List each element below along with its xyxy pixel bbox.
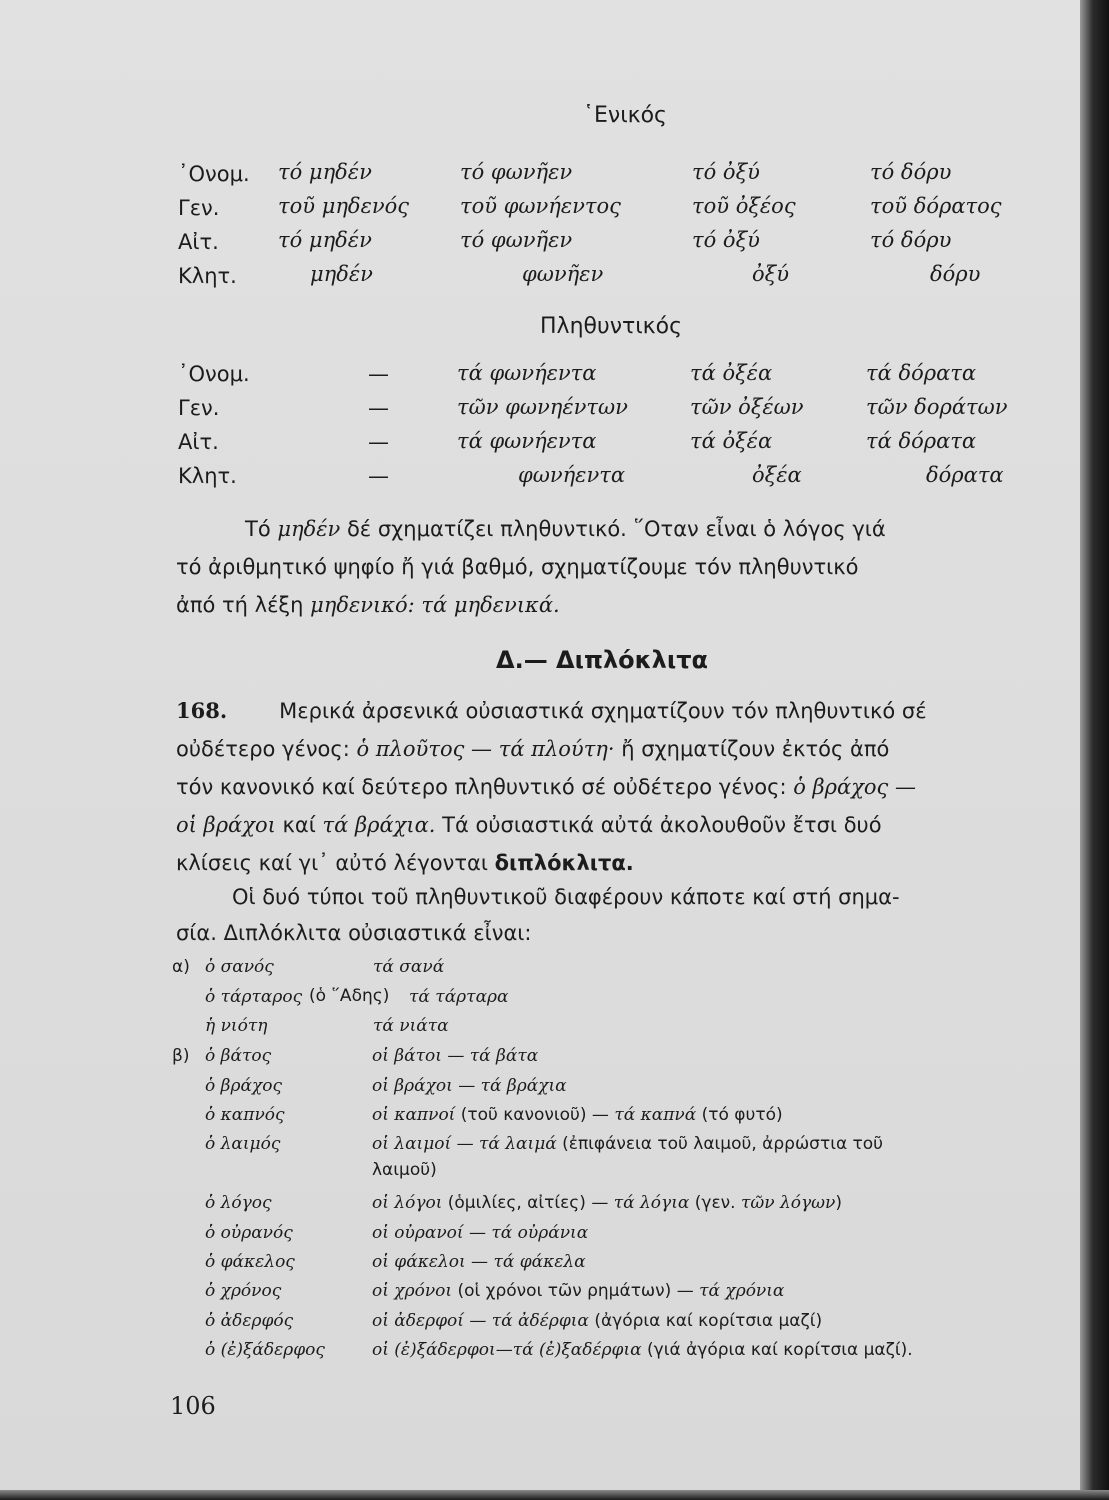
list-item-singular: ὁ λαιμός xyxy=(205,1134,281,1154)
plural-heading: Πληθυντικός xyxy=(540,314,683,339)
list-item-plural: οἱ βράχοι — τά βράχια xyxy=(372,1076,567,1096)
list-item-plural: οἱ οὐρανοί — τά οὐράνια xyxy=(372,1223,589,1243)
table-cell: τῶν φωνηέντων xyxy=(457,395,628,419)
list-item-plural: τά τάρταρα xyxy=(409,987,509,1007)
table-cell: — xyxy=(368,362,389,386)
list-label: β) xyxy=(172,1046,190,1066)
table-cell: τά ὀξέα xyxy=(690,429,773,453)
list-item-plural: οἱ λόγοι (ὁμιλίες, αἰτίες) — τά λόγια (γεν. τῶν λόγων) xyxy=(372,1193,842,1213)
case-label: ᾿Ονομ. xyxy=(178,362,250,386)
case-label: Γεν. xyxy=(178,196,220,220)
list-item-singular: ὁ (ἐ)ξάδερφος xyxy=(205,1340,325,1360)
table-cell: τά δόρατα xyxy=(866,429,977,453)
table-cell: τοῦ μηδενός xyxy=(278,194,410,218)
list-item-singular: ὁ λόγος xyxy=(205,1193,272,1213)
table-cell: τό δόρυ xyxy=(870,160,952,184)
table-cell: — xyxy=(368,396,389,420)
list-item-singular: ὁ βάτος xyxy=(205,1046,272,1066)
list-item-plural: τά νιάτα xyxy=(373,1016,449,1036)
table-cell: τό φωνῆεν xyxy=(460,160,573,184)
text-line: σία. Διπλόκλιτα οὐσιαστικά εἶναι: xyxy=(176,921,532,945)
table-cell: ὀξύ xyxy=(752,262,789,286)
book-spine-shadow xyxy=(1080,0,1109,1500)
table-cell: τοῦ δόρατος xyxy=(870,194,1002,218)
list-item-plural: οἱ χρόνοι (οἱ χρόνοι τῶν ρημάτων) — τά χρόνια xyxy=(372,1281,785,1301)
table-cell: τό ὀξύ xyxy=(692,228,760,252)
table-cell: τό ὀξύ xyxy=(692,160,760,184)
list-item-continuation: λαιμοῦ) xyxy=(372,1160,437,1180)
list-item-plural: οἱ βάτοι — τά βάτα xyxy=(372,1046,539,1066)
table-cell: τά φωνήεντα xyxy=(457,361,597,385)
case-label: Αἰτ. xyxy=(178,230,219,254)
text-line: τόν κανονικό καί δεύτερο πληθυντικό σέ οὐδέτερο γένος: ὁ βράχος — xyxy=(176,775,916,799)
table-cell: τό φωνῆεν xyxy=(460,228,573,252)
table-cell: τό μηδέν xyxy=(278,228,372,252)
table-cell: τό δόρυ xyxy=(870,228,952,252)
list-item-plural: τά σανά xyxy=(373,957,445,977)
table-cell: — xyxy=(368,430,389,454)
list-label: α) xyxy=(172,957,190,977)
table-cell: φωνῆεν xyxy=(522,262,604,286)
text-line: 168. Μερικά ἀρσενικά οὐσιαστικά σχηματίζουν τόν πληθυντικό σέ xyxy=(176,698,927,723)
paragraph-number: 168. xyxy=(176,698,228,723)
table-cell: τά δόρατα xyxy=(866,361,977,385)
case-label: Αἰτ. xyxy=(178,430,219,454)
table-cell: τά ὀξέα xyxy=(690,361,773,385)
case-label: Κλητ. xyxy=(178,464,237,488)
list-item-plural: οἱ ἀδερφοί — τά ἀδέρφια (ἀγόρια καί κορίτσια μαζί) xyxy=(372,1311,823,1331)
page-number: 106 xyxy=(170,1392,216,1420)
list-item-singular: ὁ ἀδερφός xyxy=(205,1311,294,1331)
singular-heading: ῾Ενικός xyxy=(583,103,667,128)
list-item-plural: οἱ λαιμοί — τά λαιμά (ἐπιφάνεια τοῦ λαιμοῦ, ἀρρώστια τοῦ xyxy=(372,1134,884,1154)
list-item-plural: οἱ φάκελοι — τά φάκελα xyxy=(372,1252,586,1272)
table-cell: τοῦ ὀξέος xyxy=(692,194,796,218)
list-item-singular: ὁ καπνός xyxy=(205,1105,285,1125)
table-cell: τῶν ὀξέων xyxy=(690,395,804,419)
page-bottom-shadow xyxy=(0,1490,1109,1500)
list-item-plural: οἱ (ἐ)ξάδερφοι—τά (ἐ)ξαδέρφια (γιά ἀγόρια καί κορίτσια μαζί). xyxy=(372,1340,913,1360)
case-label: Κλητ. xyxy=(178,264,237,288)
table-cell: τῶν δοράτων xyxy=(866,395,1008,419)
list-item-singular: ὁ βράχος xyxy=(205,1076,282,1096)
case-label: ᾿Ονομ. xyxy=(178,162,250,186)
list-item-plural: οἱ καπνοί (τοῦ κανονιοῦ) — τά καπνά (τό φυτό) xyxy=(372,1105,783,1125)
text-line: οἱ βράχοι καί τά βράχια. Τά οὐσιαστικά αὐτά ἀκολουθοῦν ἔτσι δυό xyxy=(176,813,882,837)
table-cell: δόρυ xyxy=(930,262,981,286)
text-line: ἀπό τή λέξη μηδενικό: τά μηδενικά. xyxy=(176,593,560,617)
table-cell: μηδέν xyxy=(310,262,373,286)
table-cell: — xyxy=(368,464,389,488)
list-item-note: (ὁ ῞Αδης) xyxy=(309,986,390,1006)
text-line: τό ἀριθμητικό ψηφίο ἤ γιά βαθμό, σχηματίζουμε τόν πληθυντικό xyxy=(176,555,859,579)
list-item-singular: ὁ χρόνος xyxy=(205,1281,282,1301)
table-cell: δόρατα xyxy=(926,463,1004,487)
list-item-singular: ὁ φάκελος xyxy=(205,1252,295,1272)
case-label: Γεν. xyxy=(178,396,220,420)
text-line: Οἱ δυό τύποι τοῦ πληθυντικοῦ διαφέρουν κάποτε καί στή σημα- xyxy=(232,885,900,909)
list-item-singular: ὁ τάρταρος xyxy=(205,987,303,1007)
table-cell: τοῦ φωνήεντος xyxy=(460,194,621,218)
list-item-singular: ἡ νιότη xyxy=(205,1016,268,1036)
text-line: οὐδέτερο γένος: ὁ πλοῦτος — τά πλούτη· ἤ σχηματίζουν ἐκτός ἀπό xyxy=(176,737,890,761)
list-item-singular: ὁ οὐρανός xyxy=(205,1223,293,1243)
table-cell: ὀξέα xyxy=(752,463,802,487)
list-item-singular: ὁ σανός xyxy=(205,957,274,977)
text-line: κλίσεις καί γι᾿ αὐτό λέγονται διπλόκλιτα. xyxy=(176,851,634,875)
table-cell: φωνήεντα xyxy=(518,463,626,487)
table-cell: τό μηδέν xyxy=(278,160,372,184)
text-line: Τό μηδέν δέ σχηματίζει πληθυντικό. ῞Οταν εἶναι ὁ λόγος γιά xyxy=(245,517,886,541)
section-title: Δ.— Διπλόκλιτα xyxy=(496,646,709,674)
table-cell: τά φωνήεντα xyxy=(457,429,597,453)
